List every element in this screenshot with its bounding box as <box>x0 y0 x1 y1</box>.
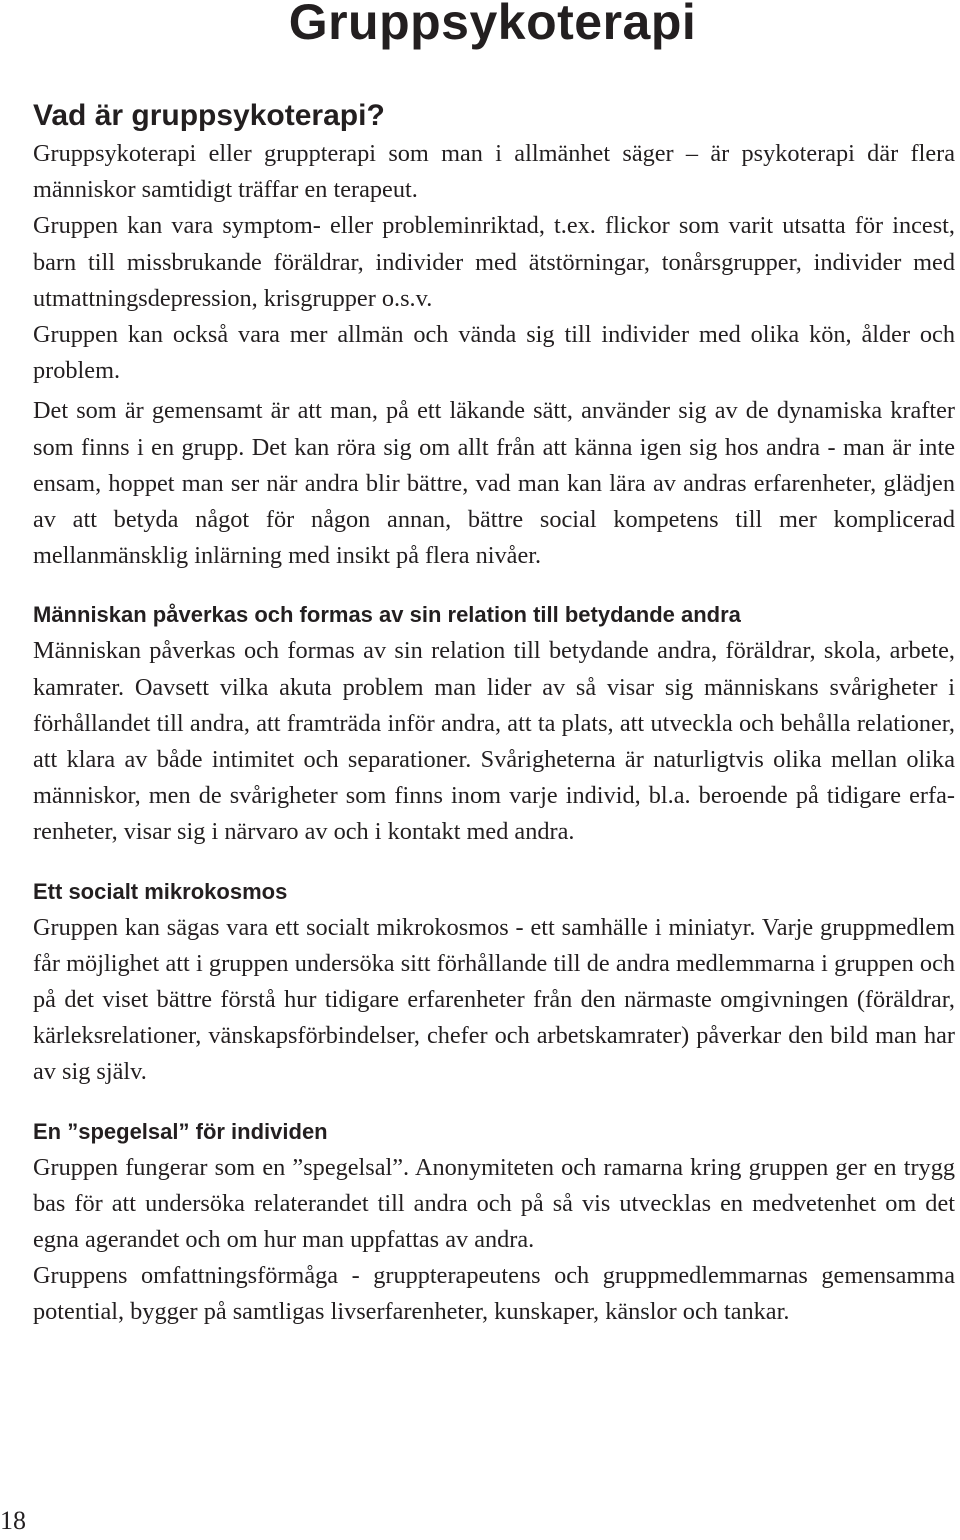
article-body <box>33 98 955 1331</box>
section-heading-what-is: Vad är gruppsykoterapi? <box>33 99 385 132</box>
section-heading-relations: Människan påverkas och formas av sin relation till betydande andra <box>33 602 741 628</box>
section-paragraph: Gruppen kan sägas vara ett socialt mikrokosmos - ett samhälle i miniatyr. Varje gruppmedlem får möjlighet att i gruppen undersöka sitt förhållande till de andra medlemmarna i gruppen och på det viset bättre förstå hur tidigare erfarenheter från den närmaste omgivningen (föräldrar, kärleksrelationer, vänskapsförbindelser, chefer och arbetskamrater) påverkar den bild man har av sig själv. <box>33 913 955 1086</box>
section-heading-mirror-hall: En ”spegelsal” för individen <box>33 1118 328 1144</box>
section-paragraph: Det som är gemensamt är att man, på ett läkande sätt, använder sig av de dynamiska krafter som finns i en grupp. Det kan röra sig om allt från att känna igen sig hos andra - man är inte ensam, hoppet man ser när andra blir bättre, vad man kan lära av andras erfarenheter, glädjen av att betyda något för någon annan, bättre social kompetens till mer komplicerad mellanmänsklig inlärning med insikt på flera nivåer. <box>33 397 955 570</box>
section-heading-microcosm: Ett socialt mikrokosmos <box>33 878 288 904</box>
section-paragraph: Människan påverkas och formas av sin relation till betydande andra, föräldrar, skola, arbete, kamrater. Oavsett vilka akuta problem man lider av så visar sig människans svårigheter i förhållandet till andra, att framträda inför andra, att ta plats, att utveckla och behålla relationer, att klara av både intimitet och separationer. Svårigheterna är naturligtvis olika mellan olika människor, men de svårigheter som finns inom varje individ, bl.a. beroende på tidigare erfarenheter, visar sig i närvaro av och i kontakt med andra. <box>33 637 955 846</box>
section-paragraph: Gruppen kan vara symptom- eller probleminriktad, t.ex. flickor som varit utsatta för incest, barn till missbrukande föräldrar, individer med ätstörningar, tonårsgrupper, individer med utmattningsdepression, krisgrupper o.s.v. <box>33 212 955 312</box>
section-paragraph: Gruppen fungerar som en ”spegelsal”. Anonymiteten och ramarna kring gruppen ger en trygg bas för att undersöka relaterandet till andra och på så vis utvecklas en medvetenhet om det egna agerandet och om hur man uppfattas av andra. <box>33 1153 955 1254</box>
section-paragraph: Gruppens omfattningsförmåga - gruppterapeutens och gruppmedlemmarnas gemensamma potential, bygger på samtligas livserfarenheter, kunskaper, känslor och tankar. <box>33 1262 955 1326</box>
page-number: 18 <box>0 1506 26 1535</box>
section-paragraph: Gruppen kan också vara mer allmän och vända sig till individer med olika kön, ålder och problem. <box>33 321 955 385</box>
section-paragraph: Gruppsykoterapi eller gruppterapi som man i allmänhet säger – är psykoterapi där flera människor samtidigt träffar en terapeut. <box>33 140 955 204</box>
page-title: Gruppsykoterapi <box>288 0 697 50</box>
